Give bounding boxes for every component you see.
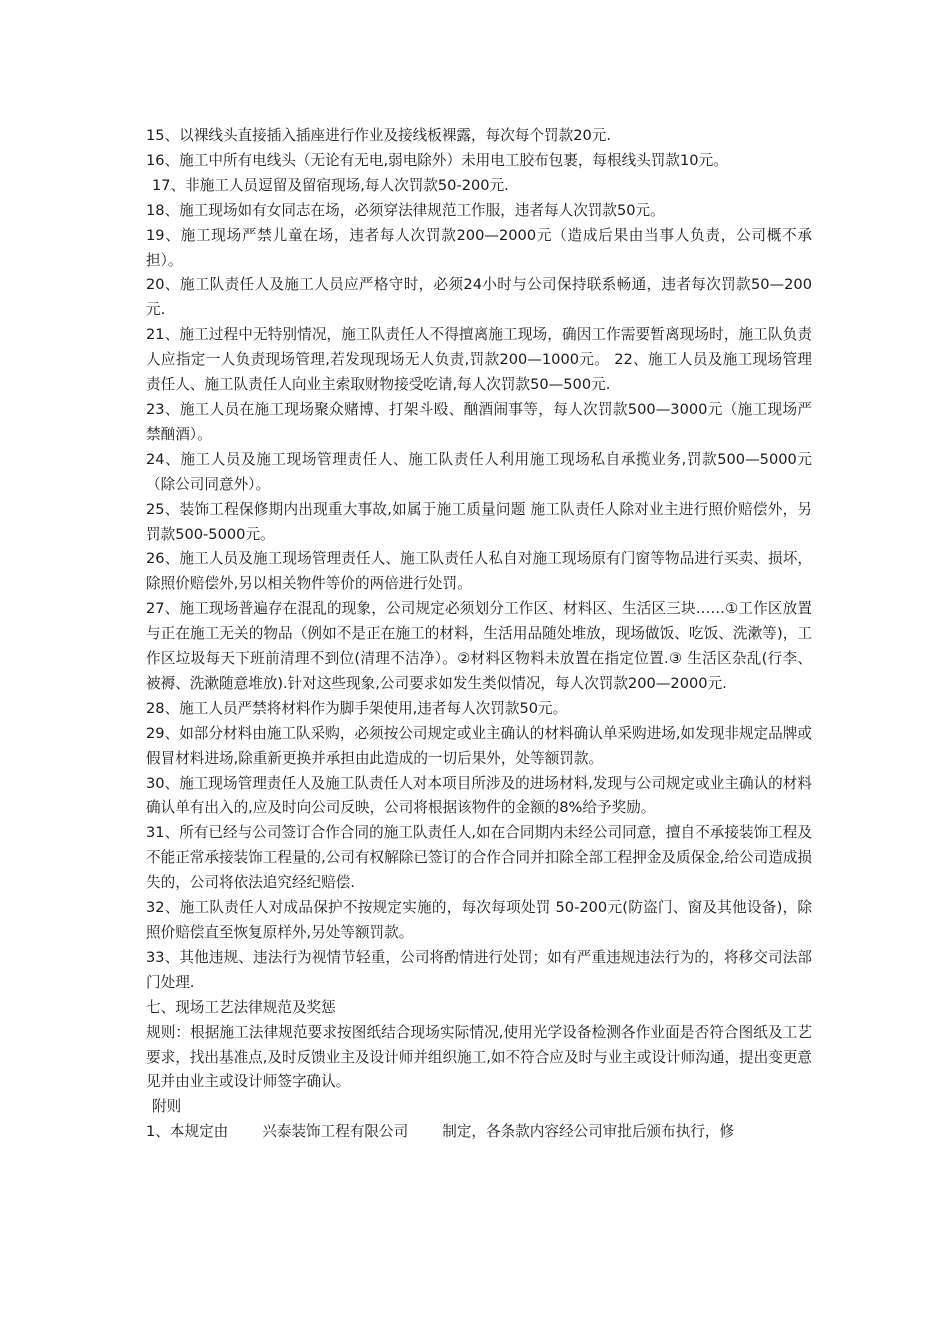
clause-23: 23、施工人员在施工现场聚众赌博、打架斗殴、酗酒闹事等，每人次罚款500—3000元（施工现场严禁酗酒）。 bbox=[146, 400, 812, 443]
company-name: 兴泰装饰工程有限公司 bbox=[262, 1123, 409, 1141]
clause-27: 27、施工现场普遍存在混乱的现象，公司规定必须划分工作区、材料区、生活区三块……①工作区放置与正在施工无关的物品（例如不是正在施工的材料，生活用品随处堆放，现场做饭、吃饭、洗漱等)，工作区垃圾每天下班前清理不到位(清理不洁净）。②材料区物料未放置在指定位置.③ 生活区杂乱(行李、被褥、洗漱随意堆放).针对这些现象,公司要求如发生类似情况，每人次罚款200—2000元. bbox=[146, 600, 812, 692]
clause-18: 18、施工现场如有女同志在场，必须穿法律规范工作服，违者每人次罚款50元。 bbox=[146, 201, 665, 219]
appendix-suffix: 制定，各条款内容经公司审批后颁布执行，修 bbox=[442, 1123, 735, 1141]
clause-28: 28、施工人员严禁将材料作为脚手架使用,违者每人次罚款50元。 bbox=[146, 699, 568, 717]
appendix-prefix: 1、本规定由 bbox=[146, 1123, 229, 1141]
clause-31: 31、所有已经与公司签订合作合同的施工队责任人,如在合同期内未经公司同意，擅自不承接装饰工程及不能正常承接装饰工程量的,公司有权解除已签订的合作合同并扣除全部工程押金及质保金,给公司造成损失的，公司将依法追究经纪赔偿. bbox=[146, 824, 813, 892]
appendix-clause-1 bbox=[146, 1120, 812, 1145]
appendix-heading: 附则 bbox=[152, 1098, 182, 1116]
clause-30: 30、施工现场管理责任人及施工队责任人对本项目所涉及的进场材料,发现与公司规定或业主确认的材料确认单有出入的,应及时向公司反映，公司将根据该物件的金额的8%给予奖励。 bbox=[146, 774, 812, 817]
clause-16: 16、施工中所有电线头（无论有无电,弱电除外）未用电工胶布包裹，每根线头罚款10元。 bbox=[146, 151, 728, 169]
clause-24: 24、施工人员及施工现场管理责任人、施工队责任人利用施工现场私自承揽业务,罚款500—5000元（除公司同意外）。 bbox=[146, 450, 812, 493]
clause-32: 32、施工队责任人对成品保护不按规定实施的，每次每项处罚 50-200元(防盗门、窗及其他设备)，除照价赔偿直至恢复原样外,另处等额罚款。 bbox=[146, 899, 812, 941]
clause-17: 17、非施工人员逗留及留宿现场,每人次罚款50-200元. bbox=[152, 176, 509, 194]
clause-20: 20、施工队责任人及施工人员应严格守时，必须24小时与公司保持联系畅通，违者每次罚款50—200元. bbox=[146, 276, 812, 319]
rules-paragraph: 规则：根据施工法律规范要求按图纸结合现场实际情况,使用光学设备检测各作业面是否符合图纸及工艺要求，找出基准点,及时反馈业主及设计师并组织施工,如不符合应及时与业主或设计师沟通，提出变更意见并由业主或设计师签字确认。 bbox=[146, 1023, 813, 1091]
section-heading: 七、现场工艺法律规范及奖惩 bbox=[146, 998, 336, 1016]
document-body bbox=[146, 124, 812, 1145]
clause-15: 15、以裸线头直接插入插座进行作业及接线板裸露，每次每个罚款20元. bbox=[146, 127, 612, 144]
clause-26: 26、施工人员及施工现场管理责任人、施工队责任人私自对施工现场原有门窗等物品进行买卖、损坏，除照价赔偿外,另以相关物件等价的两倍进行处罚。 bbox=[146, 550, 812, 593]
clause-19: 19、施工现场严禁儿童在场，违者每人次罚款200—2000元（造成后果由当事人负责，公司概不承担）。 bbox=[146, 226, 812, 269]
clause-29: 29、如部分材料由施工队采购，必须按公司规定或业主确认的材料确认单采购进场,如发现非规定品牌或假冒材料进场,除重新更换并承担由此造成的一切后果外，处等额罚款。 bbox=[146, 724, 812, 767]
clause-25: 25、装饰工程保修期内出现重大事故,如属于施工质量问题 施工队责任人除对业主进行照价赔偿外，另罚款500-5000元。 bbox=[146, 500, 812, 543]
clause-21-22: 21、施工过程中无特别情况，施工队责任人不得擅离施工现场，确因工作需要暂离现场时，施工队负责人应指定一人负责现场管理,若发现现场无人负责,罚款200—1000元。 22、施工人员及施工现场管理责任人、施工队责任人向业主索取财物接受吃请,每人次罚款50—500元. bbox=[146, 326, 812, 394]
clause-33: 33、其他违规、违法行为视情节轻重，公司将酌情进行处罚；如有严重违规违法行为的，将移交司法部门处理. bbox=[146, 948, 812, 991]
